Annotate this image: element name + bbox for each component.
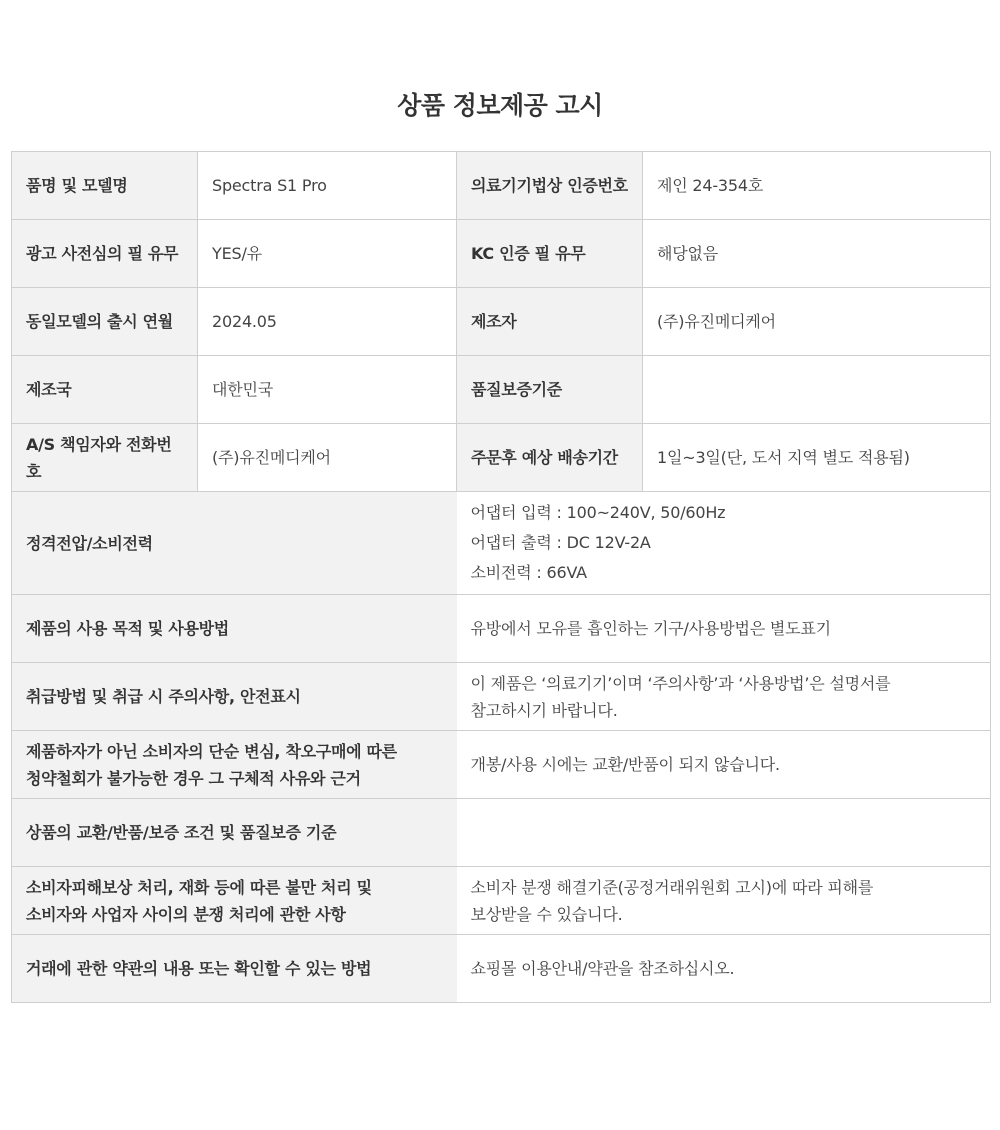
value-line: 쇼핑몰 이용안내/약관을 참조하십시오.: [470, 959, 735, 978]
label-line: 정격전압/소비전력: [26, 533, 153, 553]
value-cell: 제인 24-354호: [643, 152, 991, 220]
table-row: [12, 799, 991, 867]
value-line: 어댑터 입력 : 100~240V, 50/60Hz: [470, 503, 726, 522]
label-cell: [12, 731, 457, 799]
label-line: 청약철회가 불가능한 경우 그 구체적 사유와 근거: [26, 768, 361, 788]
label-cell: 주문후 예상 배송기간: [457, 424, 643, 492]
label-cell: [12, 595, 457, 663]
page-title: 상품 정보제공 고시: [397, 91, 603, 120]
value-line: 보상받을 수 있습니다.: [470, 904, 623, 924]
table-row: [12, 935, 991, 1003]
label-line: 소비자와 사업자 사이의 분쟁 처리에 관한 사항: [26, 904, 346, 924]
value-cell: [457, 595, 991, 663]
label-cell: 광고 사전심의 필 유무: [12, 220, 198, 288]
label-line: 제품의 사용 목적 및 사용방법: [26, 619, 229, 638]
value-cell: [457, 935, 991, 1003]
value-cell: 해당없음: [643, 220, 991, 288]
table-row: [12, 288, 991, 356]
table-row: [12, 731, 991, 799]
value-cell: (주)유진메디케어: [198, 424, 457, 492]
value-line: 어댑터 출력 : DC 12V-2A: [470, 533, 651, 552]
value-cell: [457, 799, 991, 867]
label-cell: KC 인증 필 유무: [457, 220, 643, 288]
label-line: 소비자피해보상 처리, 재화 등에 따른 불만 처리 및: [26, 877, 372, 897]
table-row: [12, 492, 991, 595]
value-line: 개봉/사용 시에는 교환/반품이 되지 않습니다.: [470, 755, 780, 774]
value-cell: [457, 867, 991, 935]
value-cell: 대한민국: [198, 356, 457, 424]
value-cell: Spectra S1 Pro: [198, 152, 457, 220]
value-line: 유방에서 모유를 흡인하는 기구/사용방법은 별도표기: [470, 619, 831, 638]
table-row: [12, 152, 991, 220]
table-row: [12, 356, 991, 424]
label-cell: 품명 및 모델명: [12, 152, 198, 220]
label-cell: [12, 867, 457, 935]
product-info-table: [11, 151, 991, 1003]
value-cell: 1일~3일(단, 도서 지역 별도 적용됨): [643, 424, 991, 492]
value-line: 소비자 분쟁 해결기준(공정거래위원회 고시)에 따라 피해를: [470, 877, 874, 897]
label-cell: [12, 935, 457, 1003]
value-cell: 2024.05: [198, 288, 457, 356]
label-line: 상품의 교환/반품/보증 조건 및 품질보증 기준: [26, 823, 337, 842]
value-line: 소비전력 : 66VA: [470, 563, 587, 582]
label-cell: 의료기기법상 인증번호: [457, 152, 643, 220]
label-cell: [12, 663, 457, 731]
table-row: [12, 867, 991, 935]
label-cell: A/S 책임자와 전화번호: [12, 424, 198, 492]
table-row: [12, 663, 991, 731]
table-row: [12, 424, 991, 492]
value-cell: [457, 663, 991, 731]
label-cell: 품질보증기준: [457, 356, 643, 424]
label-cell: [12, 799, 457, 867]
label-cell: 동일모델의 출시 연월: [12, 288, 198, 356]
value-cell: [457, 492, 991, 595]
table-row: [12, 220, 991, 288]
value-cell: YES/유: [198, 220, 457, 288]
label-cell: 제조자: [457, 288, 643, 356]
label-cell: [12, 492, 457, 595]
label-line: 취급방법 및 취급 시 주의사항, 안전표시: [26, 687, 301, 706]
value-line: 참고하시기 바랍니다.: [470, 700, 618, 720]
label-line: 거래에 관한 약관의 내용 또는 확인할 수 있는 방법: [26, 959, 372, 978]
value-cell: (주)유진메디케어: [643, 288, 991, 356]
value-line: 이 제품은 ‘의료기기’이며 ‘주의사항’과 ‘사용방법’은 설명서를: [470, 673, 891, 693]
label-line: 제품하자가 아닌 소비자의 단순 변심, 착오구매에 따른: [26, 741, 397, 761]
value-cell: [643, 356, 991, 424]
label-cell: 제조국: [12, 356, 198, 424]
table-row: [12, 595, 991, 663]
value-cell: [457, 731, 991, 799]
